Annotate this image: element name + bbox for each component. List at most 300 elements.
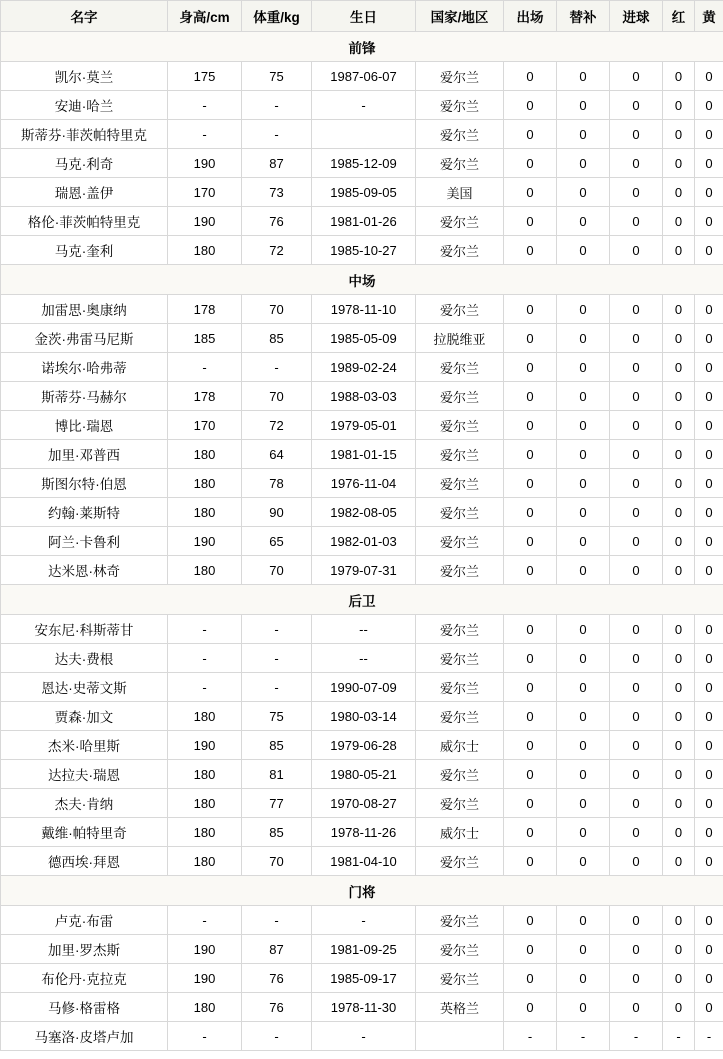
cell-birthday: 1976-11-04	[312, 469, 416, 498]
table-row	[1, 236, 723, 265]
table-row	[1, 207, 723, 236]
cell-weight: 77	[242, 789, 312, 818]
cell-apps: 0	[504, 236, 557, 265]
cell-sub: 0	[557, 527, 610, 556]
cell-name[interactable]: 加里·邓普西	[1, 440, 168, 469]
table-row	[1, 498, 723, 527]
cell-height: 178	[168, 382, 242, 411]
section-title: 前锋	[1, 32, 723, 62]
cell-yellow: 0	[695, 62, 723, 91]
column-header-apps: 出场	[504, 1, 557, 32]
cell-height: 180	[168, 469, 242, 498]
cell-goals: 0	[610, 382, 663, 411]
cell-apps: 0	[504, 644, 557, 673]
cell-yellow: 0	[695, 644, 723, 673]
cell-birthday: 1979-05-01	[312, 411, 416, 440]
cell-name[interactable]: 斯蒂芬·菲茨帕特里克	[1, 120, 168, 149]
table-row	[1, 62, 723, 91]
cell-country: 爱尔兰	[416, 644, 504, 673]
cell-height: 180	[168, 760, 242, 789]
table-row	[1, 440, 723, 469]
cell-country: 爱尔兰	[416, 935, 504, 964]
cell-weight: 87	[242, 149, 312, 178]
cell-yellow: 0	[695, 615, 723, 644]
cell-yellow: 0	[695, 120, 723, 149]
cell-weight: 73	[242, 178, 312, 207]
cell-red: 0	[663, 818, 695, 847]
cell-apps: 0	[504, 702, 557, 731]
cell-name[interactable]: 布伦丹·克拉克	[1, 964, 168, 993]
cell-name[interactable]: 诺埃尔·哈弗蒂	[1, 353, 168, 382]
cell-red: 0	[663, 993, 695, 1022]
cell-red: 0	[663, 295, 695, 324]
cell-birthday: 1981-01-15	[312, 440, 416, 469]
cell-weight: 76	[242, 993, 312, 1022]
cell-name[interactable]: 加雷思·奥康纳	[1, 295, 168, 324]
cell-weight: 90	[242, 498, 312, 527]
table-row	[1, 324, 723, 353]
cell-birthday: 1985-10-27	[312, 236, 416, 265]
cell-country: 爱尔兰	[416, 411, 504, 440]
cell-goals: 0	[610, 62, 663, 91]
table-row	[1, 847, 723, 876]
cell-name[interactable]: 马克·利奇	[1, 149, 168, 178]
table-row	[1, 91, 723, 120]
cell-yellow: 0	[695, 818, 723, 847]
cell-height: 170	[168, 178, 242, 207]
cell-height: 190	[168, 935, 242, 964]
table-row	[1, 615, 723, 644]
cell-name[interactable]: 瑞恩·盖伊	[1, 178, 168, 207]
cell-apps: 0	[504, 527, 557, 556]
cell-weight: 70	[242, 556, 312, 585]
cell-country: 爱尔兰	[416, 498, 504, 527]
section-header-row	[1, 32, 723, 62]
cell-country: 英格兰	[416, 993, 504, 1022]
cell-height: 180	[168, 993, 242, 1022]
section-title: 中场	[1, 265, 723, 295]
cell-country: 爱尔兰	[416, 847, 504, 876]
cell-country: 爱尔兰	[416, 789, 504, 818]
cell-red: 0	[663, 615, 695, 644]
cell-yellow: 0	[695, 935, 723, 964]
cell-apps: 0	[504, 178, 557, 207]
cell-red: 0	[663, 440, 695, 469]
cell-apps: 0	[504, 353, 557, 382]
cell-yellow: 0	[695, 527, 723, 556]
cell-sub: 0	[557, 847, 610, 876]
cell-weight: 76	[242, 207, 312, 236]
cell-country: 爱尔兰	[416, 207, 504, 236]
cell-birthday: 1987-06-07	[312, 62, 416, 91]
table-body	[1, 32, 723, 1051]
cell-goals: 0	[610, 498, 663, 527]
column-header-name: 名字	[1, 1, 168, 32]
cell-yellow: 0	[695, 760, 723, 789]
cell-red: 0	[663, 120, 695, 149]
cell-goals: 0	[610, 236, 663, 265]
cell-red: -	[663, 1022, 695, 1051]
cell-sub: -	[557, 1022, 610, 1051]
cell-weight: 72	[242, 411, 312, 440]
column-header-red: 红	[663, 1, 695, 32]
cell-red: 0	[663, 847, 695, 876]
table-row	[1, 556, 723, 585]
cell-country: 爱尔兰	[416, 906, 504, 935]
cell-name[interactable]: 马修·格雷格	[1, 993, 168, 1022]
table-row	[1, 731, 723, 760]
cell-name[interactable]: 约翰·莱斯特	[1, 498, 168, 527]
cell-sub: 0	[557, 731, 610, 760]
cell-birthday: 1985-05-09	[312, 324, 416, 353]
cell-sub: 0	[557, 702, 610, 731]
table-row	[1, 295, 723, 324]
cell-birthday: -	[312, 906, 416, 935]
cell-country: 爱尔兰	[416, 469, 504, 498]
cell-height: 180	[168, 556, 242, 585]
cell-name[interactable]: 达米恩·林奇	[1, 556, 168, 585]
column-header-country: 国家/地区	[416, 1, 504, 32]
cell-sub: 0	[557, 644, 610, 673]
table-row	[1, 935, 723, 964]
cell-birthday: 1980-03-14	[312, 702, 416, 731]
cell-height: 180	[168, 847, 242, 876]
cell-apps: 0	[504, 207, 557, 236]
cell-name[interactable]: 金茨·弗雷马尼斯	[1, 324, 168, 353]
cell-height: 180	[168, 498, 242, 527]
cell-height: -	[168, 1022, 242, 1051]
cell-goals: 0	[610, 411, 663, 440]
cell-red: 0	[663, 644, 695, 673]
cell-weight: 75	[242, 702, 312, 731]
cell-yellow: 0	[695, 411, 723, 440]
cell-weight: 85	[242, 324, 312, 353]
cell-yellow: 0	[695, 993, 723, 1022]
column-header-birthday: 生日	[312, 1, 416, 32]
cell-height: 180	[168, 440, 242, 469]
cell-name[interactable]: 安迪·哈兰	[1, 91, 168, 120]
cell-apps: 0	[504, 818, 557, 847]
cell-yellow: 0	[695, 295, 723, 324]
cell-weight: 78	[242, 469, 312, 498]
cell-height: -	[168, 120, 242, 149]
cell-apps: 0	[504, 760, 557, 789]
cell-name[interactable]: 斯图尔特·伯恩	[1, 469, 168, 498]
cell-height: 185	[168, 324, 242, 353]
table-row	[1, 673, 723, 702]
cell-apps: 0	[504, 847, 557, 876]
column-header-goals: 进球	[610, 1, 663, 32]
cell-weight: 65	[242, 527, 312, 556]
cell-country: 爱尔兰	[416, 964, 504, 993]
cell-country: 爱尔兰	[416, 527, 504, 556]
cell-sub: 0	[557, 440, 610, 469]
cell-country: 爱尔兰	[416, 382, 504, 411]
cell-weight: -	[242, 906, 312, 935]
table-row	[1, 382, 723, 411]
cell-goals: 0	[610, 178, 663, 207]
cell-goals: 0	[610, 789, 663, 818]
cell-red: 0	[663, 353, 695, 382]
section-title: 后卫	[1, 585, 723, 615]
cell-goals: 0	[610, 935, 663, 964]
cell-goals: 0	[610, 91, 663, 120]
cell-weight: -	[242, 1022, 312, 1051]
cell-apps: 0	[504, 469, 557, 498]
cell-red: 0	[663, 789, 695, 818]
cell-sub: 0	[557, 411, 610, 440]
cell-goals: 0	[610, 353, 663, 382]
cell-goals: 0	[610, 818, 663, 847]
cell-weight: 87	[242, 935, 312, 964]
cell-sub: 0	[557, 964, 610, 993]
cell-weight: 76	[242, 964, 312, 993]
cell-yellow: -	[695, 1022, 723, 1051]
cell-yellow: 0	[695, 556, 723, 585]
cell-name[interactable]: 达夫·费根	[1, 644, 168, 673]
cell-sub: 0	[557, 120, 610, 149]
cell-country: 爱尔兰	[416, 760, 504, 789]
cell-goals: 0	[610, 207, 663, 236]
cell-red: 0	[663, 498, 695, 527]
table-row	[1, 353, 723, 382]
cell-goals: 0	[610, 731, 663, 760]
cell-country: 爱尔兰	[416, 615, 504, 644]
cell-name[interactable]: 加里·罗杰斯	[1, 935, 168, 964]
cell-apps: 0	[504, 906, 557, 935]
cell-birthday	[312, 120, 416, 149]
cell-birthday: 1970-08-27	[312, 789, 416, 818]
cell-sub: 0	[557, 149, 610, 178]
cell-name[interactable]: 格伦·菲茨帕特里克	[1, 207, 168, 236]
cell-goals: 0	[610, 149, 663, 178]
table-row	[1, 1022, 723, 1051]
cell-birthday: -	[312, 91, 416, 120]
cell-yellow: 0	[695, 236, 723, 265]
cell-country: 拉脱维亚	[416, 324, 504, 353]
cell-weight: 70	[242, 382, 312, 411]
cell-country: 爱尔兰	[416, 673, 504, 702]
cell-weight: 70	[242, 847, 312, 876]
cell-height: -	[168, 644, 242, 673]
cell-goals: 0	[610, 847, 663, 876]
cell-name[interactable]: 斯蒂芬·马赫尔	[1, 382, 168, 411]
cell-birthday: -	[312, 1022, 416, 1051]
cell-sub: 0	[557, 469, 610, 498]
table-row	[1, 993, 723, 1022]
cell-sub: 0	[557, 236, 610, 265]
cell-red: 0	[663, 149, 695, 178]
cell-yellow: 0	[695, 469, 723, 498]
cell-apps: 0	[504, 120, 557, 149]
cell-height: 190	[168, 207, 242, 236]
cell-name[interactable]: 杰夫·肯纳	[1, 789, 168, 818]
cell-apps: 0	[504, 673, 557, 702]
cell-country: 爱尔兰	[416, 236, 504, 265]
cell-goals: 0	[610, 324, 663, 353]
cell-sub: 0	[557, 207, 610, 236]
cell-apps: 0	[504, 411, 557, 440]
cell-height: 190	[168, 731, 242, 760]
column-header-height: 身高/cm	[168, 1, 242, 32]
cell-birthday: 1985-09-05	[312, 178, 416, 207]
cell-name[interactable]: 戴维·帕特里奇	[1, 818, 168, 847]
cell-country: 美国	[416, 178, 504, 207]
cell-apps: 0	[504, 382, 557, 411]
cell-name[interactable]: 马塞洛·皮塔卢加	[1, 1022, 168, 1051]
cell-apps: 0	[504, 149, 557, 178]
cell-sub: 0	[557, 382, 610, 411]
cell-weight: -	[242, 615, 312, 644]
cell-apps: 0	[504, 935, 557, 964]
cell-red: 0	[663, 324, 695, 353]
cell-yellow: 0	[695, 207, 723, 236]
cell-yellow: 0	[695, 498, 723, 527]
cell-yellow: 0	[695, 382, 723, 411]
cell-name[interactable]: 马克·奎利	[1, 236, 168, 265]
cell-red: 0	[663, 964, 695, 993]
cell-red: 0	[663, 91, 695, 120]
cell-sub: 0	[557, 760, 610, 789]
column-header-weight: 体重/kg	[242, 1, 312, 32]
cell-goals: 0	[610, 556, 663, 585]
cell-name[interactable]: 博比·瑞恩	[1, 411, 168, 440]
cell-yellow: 0	[695, 731, 723, 760]
cell-height: -	[168, 615, 242, 644]
cell-height: 178	[168, 295, 242, 324]
cell-birthday: 1979-07-31	[312, 556, 416, 585]
cell-yellow: 0	[695, 353, 723, 382]
cell-country	[416, 1022, 504, 1051]
table-row	[1, 411, 723, 440]
cell-yellow: 0	[695, 964, 723, 993]
cell-country: 爱尔兰	[416, 91, 504, 120]
cell-sub: 0	[557, 324, 610, 353]
cell-apps: 0	[504, 615, 557, 644]
cell-birthday: 1979-06-28	[312, 731, 416, 760]
table-row	[1, 760, 723, 789]
table-row	[1, 964, 723, 993]
cell-name[interactable]: 德西埃·拜恩	[1, 847, 168, 876]
cell-weight: 70	[242, 295, 312, 324]
cell-country: 爱尔兰	[416, 440, 504, 469]
cell-height: 190	[168, 527, 242, 556]
cell-weight: 75	[242, 62, 312, 91]
cell-birthday: 1981-04-10	[312, 847, 416, 876]
cell-red: 0	[663, 760, 695, 789]
cell-name[interactable]: 安东尼·科斯蒂甘	[1, 615, 168, 644]
cell-country: 爱尔兰	[416, 556, 504, 585]
cell-height: 170	[168, 411, 242, 440]
table-row	[1, 789, 723, 818]
cell-birthday: 1989-02-24	[312, 353, 416, 382]
cell-weight: -	[242, 644, 312, 673]
cell-name[interactable]: 贾森·加文	[1, 702, 168, 731]
cell-sub: 0	[557, 993, 610, 1022]
cell-apps: 0	[504, 91, 557, 120]
cell-yellow: 0	[695, 906, 723, 935]
cell-sub: 0	[557, 615, 610, 644]
cell-apps: 0	[504, 440, 557, 469]
cell-red: 0	[663, 469, 695, 498]
cell-weight: -	[242, 673, 312, 702]
cell-sub: 0	[557, 906, 610, 935]
cell-name[interactable]: 阿兰·卡鲁利	[1, 527, 168, 556]
cell-country: 爱尔兰	[416, 702, 504, 731]
cell-country: 爱尔兰	[416, 120, 504, 149]
cell-goals: 0	[610, 964, 663, 993]
cell-height: -	[168, 353, 242, 382]
cell-red: 0	[663, 702, 695, 731]
cell-apps: 0	[504, 556, 557, 585]
cell-weight: 85	[242, 818, 312, 847]
cell-weight: 64	[242, 440, 312, 469]
section-header-row	[1, 876, 723, 906]
cell-red: 0	[663, 935, 695, 964]
cell-goals: 0	[610, 906, 663, 935]
cell-red: 0	[663, 731, 695, 760]
cell-name[interactable]: 恩达·史蒂文斯	[1, 673, 168, 702]
section-title: 门将	[1, 876, 723, 906]
table-row	[1, 120, 723, 149]
cell-birthday: 1988-03-03	[312, 382, 416, 411]
cell-red: 0	[663, 62, 695, 91]
cell-sub: 0	[557, 818, 610, 847]
cell-apps: 0	[504, 295, 557, 324]
cell-sub: 0	[557, 353, 610, 382]
section-header-row	[1, 265, 723, 295]
table-row	[1, 149, 723, 178]
table-row	[1, 702, 723, 731]
cell-sub: 0	[557, 178, 610, 207]
cell-goals: 0	[610, 469, 663, 498]
cell-goals: 0	[610, 440, 663, 469]
cell-name[interactable]: 凯尔·莫兰	[1, 62, 168, 91]
cell-name[interactable]: 达拉夫·瑞恩	[1, 760, 168, 789]
cell-height: -	[168, 673, 242, 702]
cell-goals: 0	[610, 993, 663, 1022]
cell-apps: 0	[504, 993, 557, 1022]
cell-goals: 0	[610, 527, 663, 556]
cell-red: 0	[663, 906, 695, 935]
cell-weight: -	[242, 91, 312, 120]
cell-apps: 0	[504, 731, 557, 760]
cell-country: 威尔士	[416, 818, 504, 847]
cell-sub: 0	[557, 935, 610, 964]
cell-yellow: 0	[695, 149, 723, 178]
cell-apps: 0	[504, 964, 557, 993]
cell-sub: 0	[557, 91, 610, 120]
table-header	[1, 1, 723, 32]
cell-red: 0	[663, 556, 695, 585]
cell-birthday: 1978-11-26	[312, 818, 416, 847]
table-row	[1, 178, 723, 207]
cell-height: -	[168, 91, 242, 120]
column-header-yellow: 黄	[695, 1, 723, 32]
cell-red: 0	[663, 207, 695, 236]
cell-yellow: 0	[695, 847, 723, 876]
cell-red: 0	[663, 382, 695, 411]
cell-goals: 0	[610, 295, 663, 324]
column-header-sub: 替补	[557, 1, 610, 32]
cell-sub: 0	[557, 673, 610, 702]
cell-birthday: 1981-09-25	[312, 935, 416, 964]
cell-name[interactable]: 卢克·布雷	[1, 906, 168, 935]
table-row	[1, 527, 723, 556]
cell-weight: 85	[242, 731, 312, 760]
cell-name[interactable]: 杰米·哈里斯	[1, 731, 168, 760]
cell-birthday: 1985-09-17	[312, 964, 416, 993]
